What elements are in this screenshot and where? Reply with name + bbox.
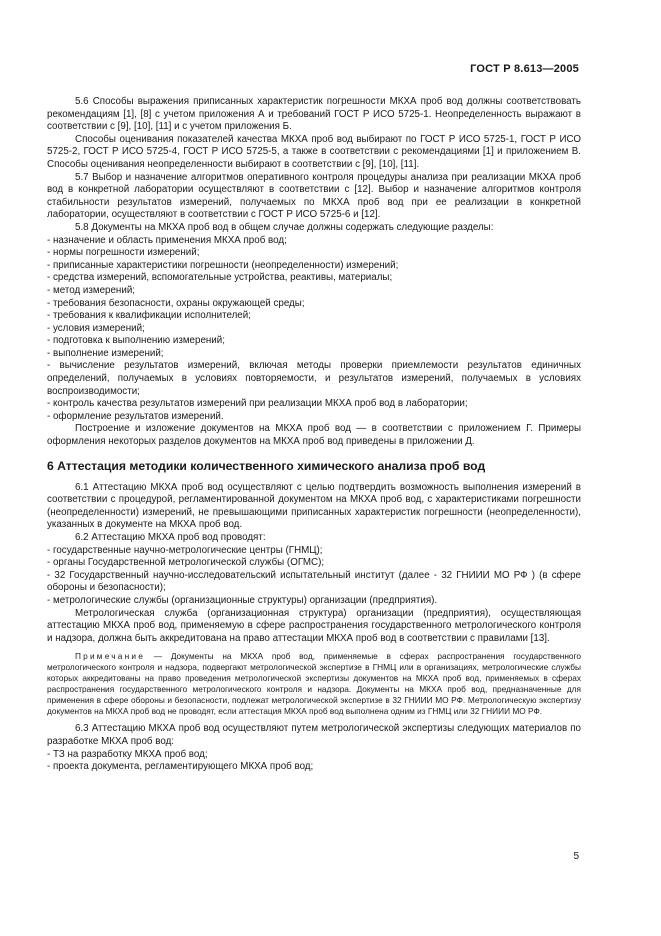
- list-item: - 32 Государственный научно-исследовательский испытательный институт (далее - 32 ГНИИИ МО РФ ) (в сфере обороны и безопасности);: [47, 569, 581, 594]
- list-item: - выполнение измерений;: [47, 347, 164, 359]
- paragraph: 6.3 Аттестацию МКХА проб вод осуществляют путем метрологической экспертизы следующих материалов по разработке МКХА проб вод:: [47, 723, 581, 747]
- document-body: [47, 96, 581, 774]
- page-number: 5: [573, 851, 579, 862]
- list-item: - метод измерений;: [47, 284, 136, 296]
- paragraph: 6.2 Аттестацию МКХА проб вод проводят:: [75, 532, 266, 543]
- list-item: - вычисление результатов измерений, включая методы проверки приемлемости результатов единичных определений, получаемых в условиях повторяемости, и результатов измерений, получаемых в условиях воспроизводимости;: [47, 360, 581, 397]
- note-label: Примечание: [75, 651, 146, 662]
- list-item: - средства измерений, вспомогательные устройства, реактивы, материалы;: [47, 272, 393, 284]
- list-item: - проекта документа, регламентирующего МКХА проб вод;: [47, 761, 314, 773]
- document-code-header: ГОСТ Р 8.613—2005: [470, 63, 579, 75]
- paragraph: 5.7 Выбор и назначение алгоритмов оперативного контроля процедуры анализа при реализации МКХА проб вод в конкретной лаборатории осуществляют в соответствии с [12]. Выбор и назначение алгоритмов контроля стабильности результатов измерений, получаемых по МКХА проб вод при ее реализации в конкретной лаборатории, осуществляют в соответствии с ГОСТ Р ИСО 5725-6 и [12].: [47, 171, 581, 221]
- list-item: - требования безопасности, охраны окружающей среды;: [47, 297, 305, 309]
- list-item: - требования к квалификации исполнителей;: [47, 310, 251, 322]
- section-heading: 6 Аттестация методики количественного химического анализа проб вод: [47, 458, 486, 473]
- paragraph: Способы оценивания показателей качества МКХА проб вод выбирают по ГОСТ Р ИСО 5725-1, ГОСТ Р ИСО 5725-2, ГОСТ Р ИСО 5725-4, ГОСТ Р ИСО 5725-5, а также в соответствии с рекомендациями [1] и приложением В. Способы оценивания неопределенности выбирают в соответствии с [9], [10], [11].: [47, 133, 581, 170]
- paragraph: Метрологическая служба (организационная структура) организации (предприятия), осуществляющая аттестацию МКХА проб вод, применяемую в сфере распространения государственного метрологического контроля и надзора, должна быть аккредитована на право аттестации МКХА проб вод в соответствии с правилами [13].: [47, 607, 581, 644]
- paragraph: Построение и изложение документов на МКХА проб вод — в соответствии с приложением Г. Примеры оформления некоторых разделов документов на МКХА проб вод приведены в приложении Д.: [47, 423, 581, 448]
- list-item: - оформление результатов измерений.: [47, 410, 224, 422]
- list-item: - нормы погрешности измерений;: [47, 247, 200, 259]
- note-paragraph: [47, 651, 581, 717]
- list-item: - органы Государственной метрологической службы (ОГМС);: [47, 557, 325, 569]
- list-item: - приписанные характеристики погрешности (неопределенности) измерений;: [47, 259, 399, 271]
- list-item: - метрологические службы (организационные структуры) организации (предприятия).: [47, 594, 438, 606]
- list-item: - условия измерений;: [47, 322, 145, 334]
- list-item: - подготовка к выполнению измерений;: [47, 335, 225, 347]
- list-item: - контроль качества результатов измерений при реализации МКХА проб вод в лаборатории;: [47, 398, 468, 410]
- list-item: - назначение и область применения МКХА проб вод;: [47, 234, 287, 246]
- paragraph: 5.8 Документы на МКХА проб вод в общем случае должны содержать следующие разделы:: [75, 221, 494, 233]
- paragraph: 5.6 Способы выражения приписанных характеристик погрешности МКХА проб вод должны соответствовать рекомендациям [1], [8] с учетом приложения А и требований ГОСТ Р ИСО 5725-1. Неопределенность выражают в соответствии с [9], [10], [11] и с учетом приложения Б.: [47, 96, 581, 133]
- list-item: - государственные научно-метрологические центры (ГНМЦ);: [47, 544, 323, 556]
- list-item: - ТЗ на разработку МКХА проб вод;: [47, 748, 208, 760]
- paragraph: 6.1 Аттестацию МКХА проб вод осуществляют с целью подтвердить возможность выполнения измерений в соответствии с процедурой, регламентированной документом на МКХА проб вод, с характеристиками погрешности (неопределенности) измерений, не превышающими приписанных характеристик погрешности (неопределенности), указанных в документе на МКХА проб вод.: [47, 481, 581, 531]
- note-text: — Документы на МКХА проб вод, применяемые в сферах распространения государственного метрологического контроля и надзора, подвергают метрологической экспертизе в ГНМЦ или в организациях, метрологические службы которых аккредитованы на право проведения метрологической экспертизы документов на МКХА проб вод, применяемых в сферах распространения государственного метрологического контроля и надзора. Документы на МКХА проб вод, предназначенные для применения в сфере обороны и безопасности, подлежат метрологической экспертизе в 32 ГНИИИ МО РФ. Метрологическую экспертизу документов на МКХА проб вод не проводят, если аттестация МКХА проб вод выполнена одним из ГНМЦ или 32 ГНИИИ МО РФ.: [47, 651, 581, 717]
